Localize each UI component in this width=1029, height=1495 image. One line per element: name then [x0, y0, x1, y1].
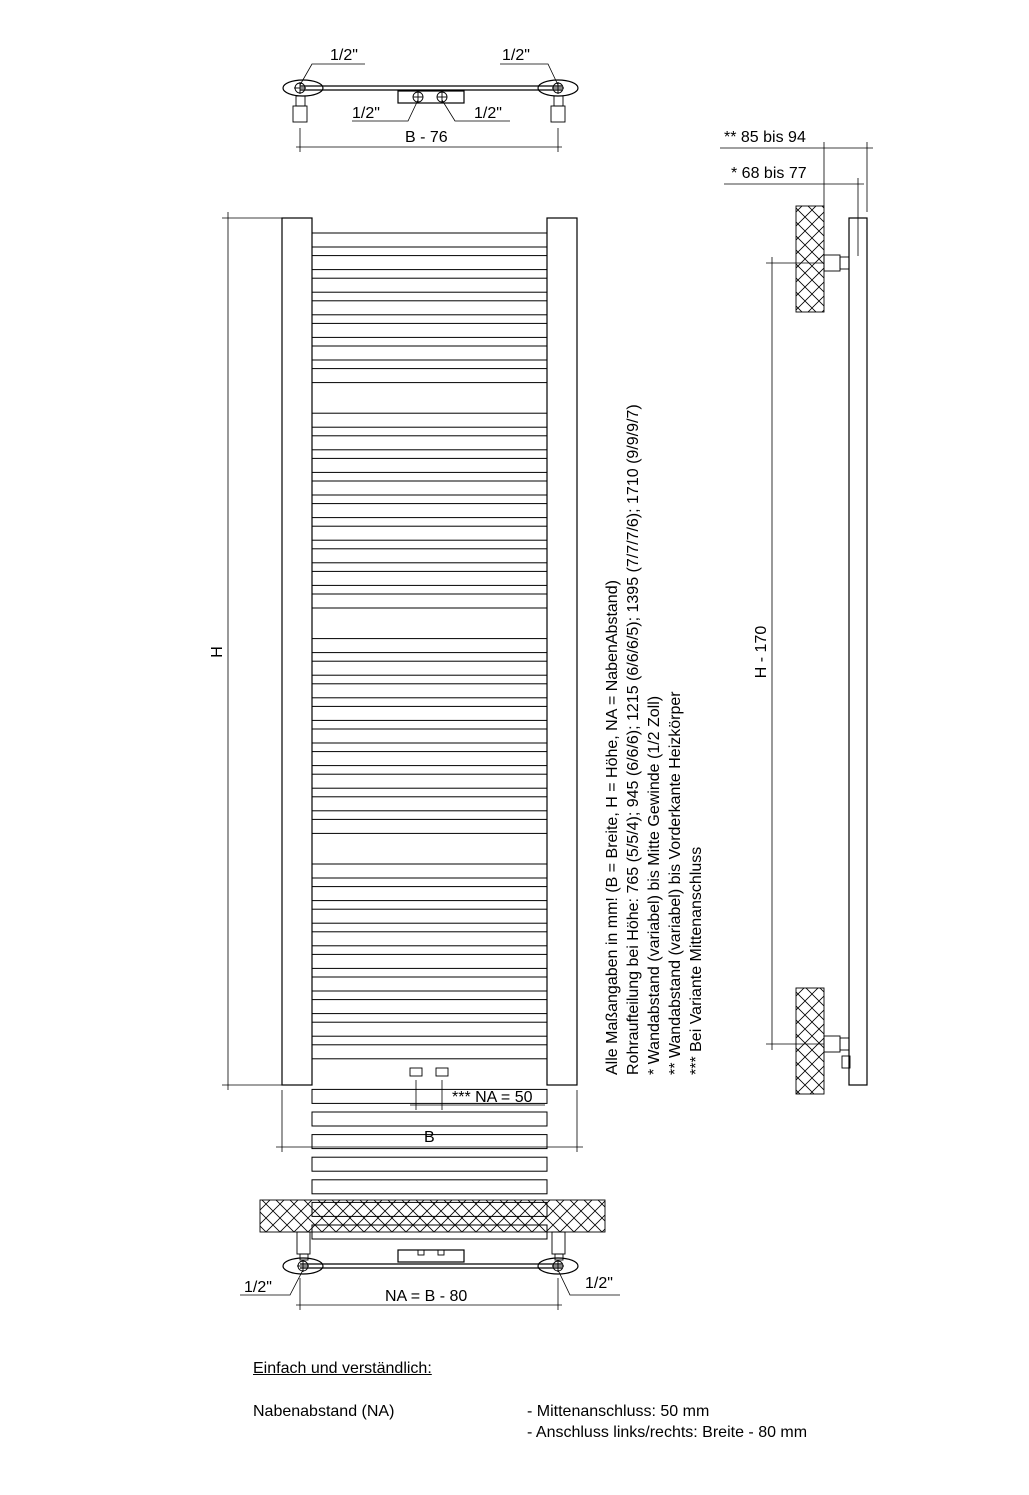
tube-row [312, 369, 547, 383]
tube-row [312, 661, 547, 675]
top-left-thread-label: 1/2" [330, 47, 358, 64]
tube-row [312, 346, 547, 360]
tube-row [312, 819, 547, 833]
bottom-left-thread-label: 1/2" [244, 1279, 272, 1296]
rotated-notes [604, 404, 705, 1075]
footer-center-connection: - Mittenanschluss: 50 mm [527, 1403, 710, 1420]
tube-row [312, 797, 547, 811]
side-thread-distance: * 68 bis 77 [731, 165, 807, 182]
tube-row [312, 549, 547, 563]
footer-side-connection: - Anschluss links/rechts: Breite - 80 mm [527, 1424, 808, 1441]
tube-row [312, 233, 547, 247]
tube-row [312, 458, 547, 472]
side-view [720, 142, 873, 1094]
note-wall-distance-front: ** Wandabstand (variabel) bis Vorderkante Heizkörper [667, 691, 684, 1075]
bottom-na-dimension: NA = B - 80 [385, 1288, 468, 1305]
footer-heading: Einfach und verständlich: [253, 1360, 432, 1377]
tube-row [312, 954, 547, 968]
tube-row [312, 504, 547, 518]
tube-row [312, 436, 547, 450]
tube-row [312, 977, 547, 991]
front-na-label: *** NA = 50 [452, 1089, 533, 1106]
tube-row [312, 481, 547, 495]
top-center-right-thread-label: 1/2" [474, 105, 502, 122]
note-center-connection: *** Bei Variante Mittenanschluss [688, 846, 705, 1075]
tube-row [312, 256, 547, 270]
tube-row [312, 323, 547, 337]
tube-row [312, 278, 547, 292]
tube-row [312, 909, 547, 923]
tube-row [312, 752, 547, 766]
tube-row [312, 301, 547, 315]
side-height-dimension: H - 170 [753, 625, 770, 679]
tube-row [312, 594, 547, 608]
top-width-dimension: B - 76 [405, 129, 448, 146]
tube-row [312, 1045, 547, 1059]
tube-row [312, 774, 547, 788]
side-front-distance: ** 85 bis 94 [724, 129, 806, 146]
tube-row [312, 1112, 547, 1126]
front-view [222, 212, 583, 1239]
note-units: Alle Maßangaben in mm! (B = Breite, H = Höhe, NA = NabenAbstand) [604, 580, 621, 1075]
tube-row [312, 1157, 547, 1171]
top-center-left-thread-label: 1/2" [352, 105, 380, 122]
tube-row [312, 571, 547, 585]
tube-row [312, 887, 547, 901]
front-width-label: B [424, 1129, 435, 1146]
top-right-thread-label: 1/2" [502, 47, 530, 64]
tube-row [312, 413, 547, 427]
bottom-right-thread-label: 1/2" [585, 1275, 613, 1292]
tube-row [312, 1022, 547, 1036]
tube-row [312, 706, 547, 720]
note-tube-distribution: Rohraufteilung bei Höhe: 765 (5/5/4); 945 (6/6/6); 1215 (6/6/6/5); 1395 (7/7/7/6); 1710 (9/9/9/7) [625, 404, 642, 1075]
tube-row [312, 1000, 547, 1014]
note-wall-distance-thread: * Wandabstand (variabel) bis Mitte Gewinde (1/2 Zoll) [646, 695, 663, 1075]
tube-row [312, 526, 547, 540]
footer-na-label: Nabenabstand (NA) [253, 1403, 395, 1420]
front-height-label: H [209, 646, 226, 658]
tube-row [312, 639, 547, 653]
tube-row [312, 684, 547, 698]
tube-row [312, 864, 547, 878]
tube-row [312, 932, 547, 946]
tube-row [312, 1180, 547, 1194]
tube-row [312, 729, 547, 743]
